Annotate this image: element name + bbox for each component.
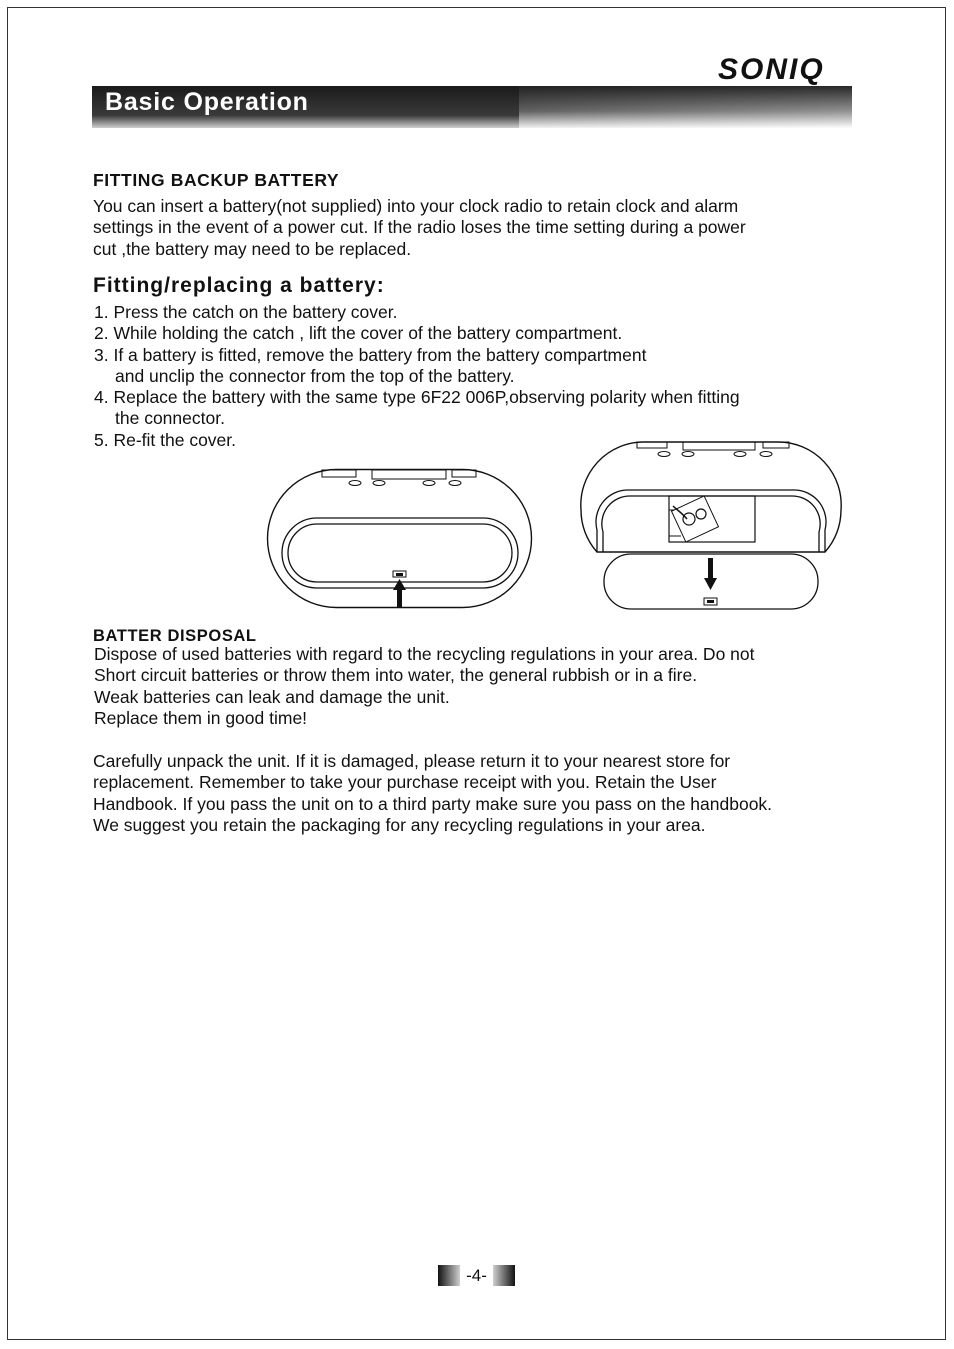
page-number: -4-	[438, 1265, 515, 1286]
replacing-heading: Fitting/replacing a battery:	[93, 274, 385, 297]
replacing-steps	[94, 302, 854, 451]
brand-wordmark: SONIQ	[718, 53, 825, 86]
battery-compartment-open-illustration	[577, 440, 845, 612]
backup-battery-heading: FITTING BACKUP BATTERY	[93, 170, 340, 190]
soniq-logo	[716, 52, 846, 86]
unpack-paragraph: Carefully unpack the unit. If it is damaged, please return it to your nearest store for replacement. Remember to take your purchase receipt with you. Retain the User Handbook. If you pass the unit on to a third party make sure you pass on the handbook. We suggest you retain the packaging for any recycling regulations in your area.	[93, 751, 773, 835]
step-line: and unclip the connector from the top of the battery.	[115, 365, 515, 386]
backup-battery-paragraph: You can insert a battery(not supplied) into your clock radio to retain clock and alarm settings in the event of a power cut. If the radio loses the time setting during a power cut ,the battery may need to be replaced.	[93, 196, 746, 259]
step-line: 3. If a battery is fitted, remove the battery from the battery compartment	[94, 344, 647, 365]
page-title: Basic Operation	[105, 88, 309, 116]
step-line: 2. While holding the catch , lift the cover of the battery compartment.	[94, 323, 623, 344]
arrow-up-icon	[393, 579, 406, 607]
disposal-heading: BATTER DISPOSAL	[93, 627, 257, 645]
step-line: 5. Re-fit the cover.	[94, 429, 237, 450]
battery-cover-closed-illustration	[266, 468, 534, 610]
disposal-paragraph: Dispose of used batteries with regard to the recycling regulations in your area. Do not Short circuit batteries or throw them into water, the general rubbish or in a fire. Weak batteries can leak and damage the unit. Replace them in good time!	[94, 644, 755, 728]
step-line: the connector.	[115, 408, 225, 429]
step-line: 1. Press the catch on the battery cover.	[94, 302, 398, 322]
step-line: 4. Replace the battery with the same type 6F22 006P,observing polarity when fitting	[94, 387, 740, 408]
